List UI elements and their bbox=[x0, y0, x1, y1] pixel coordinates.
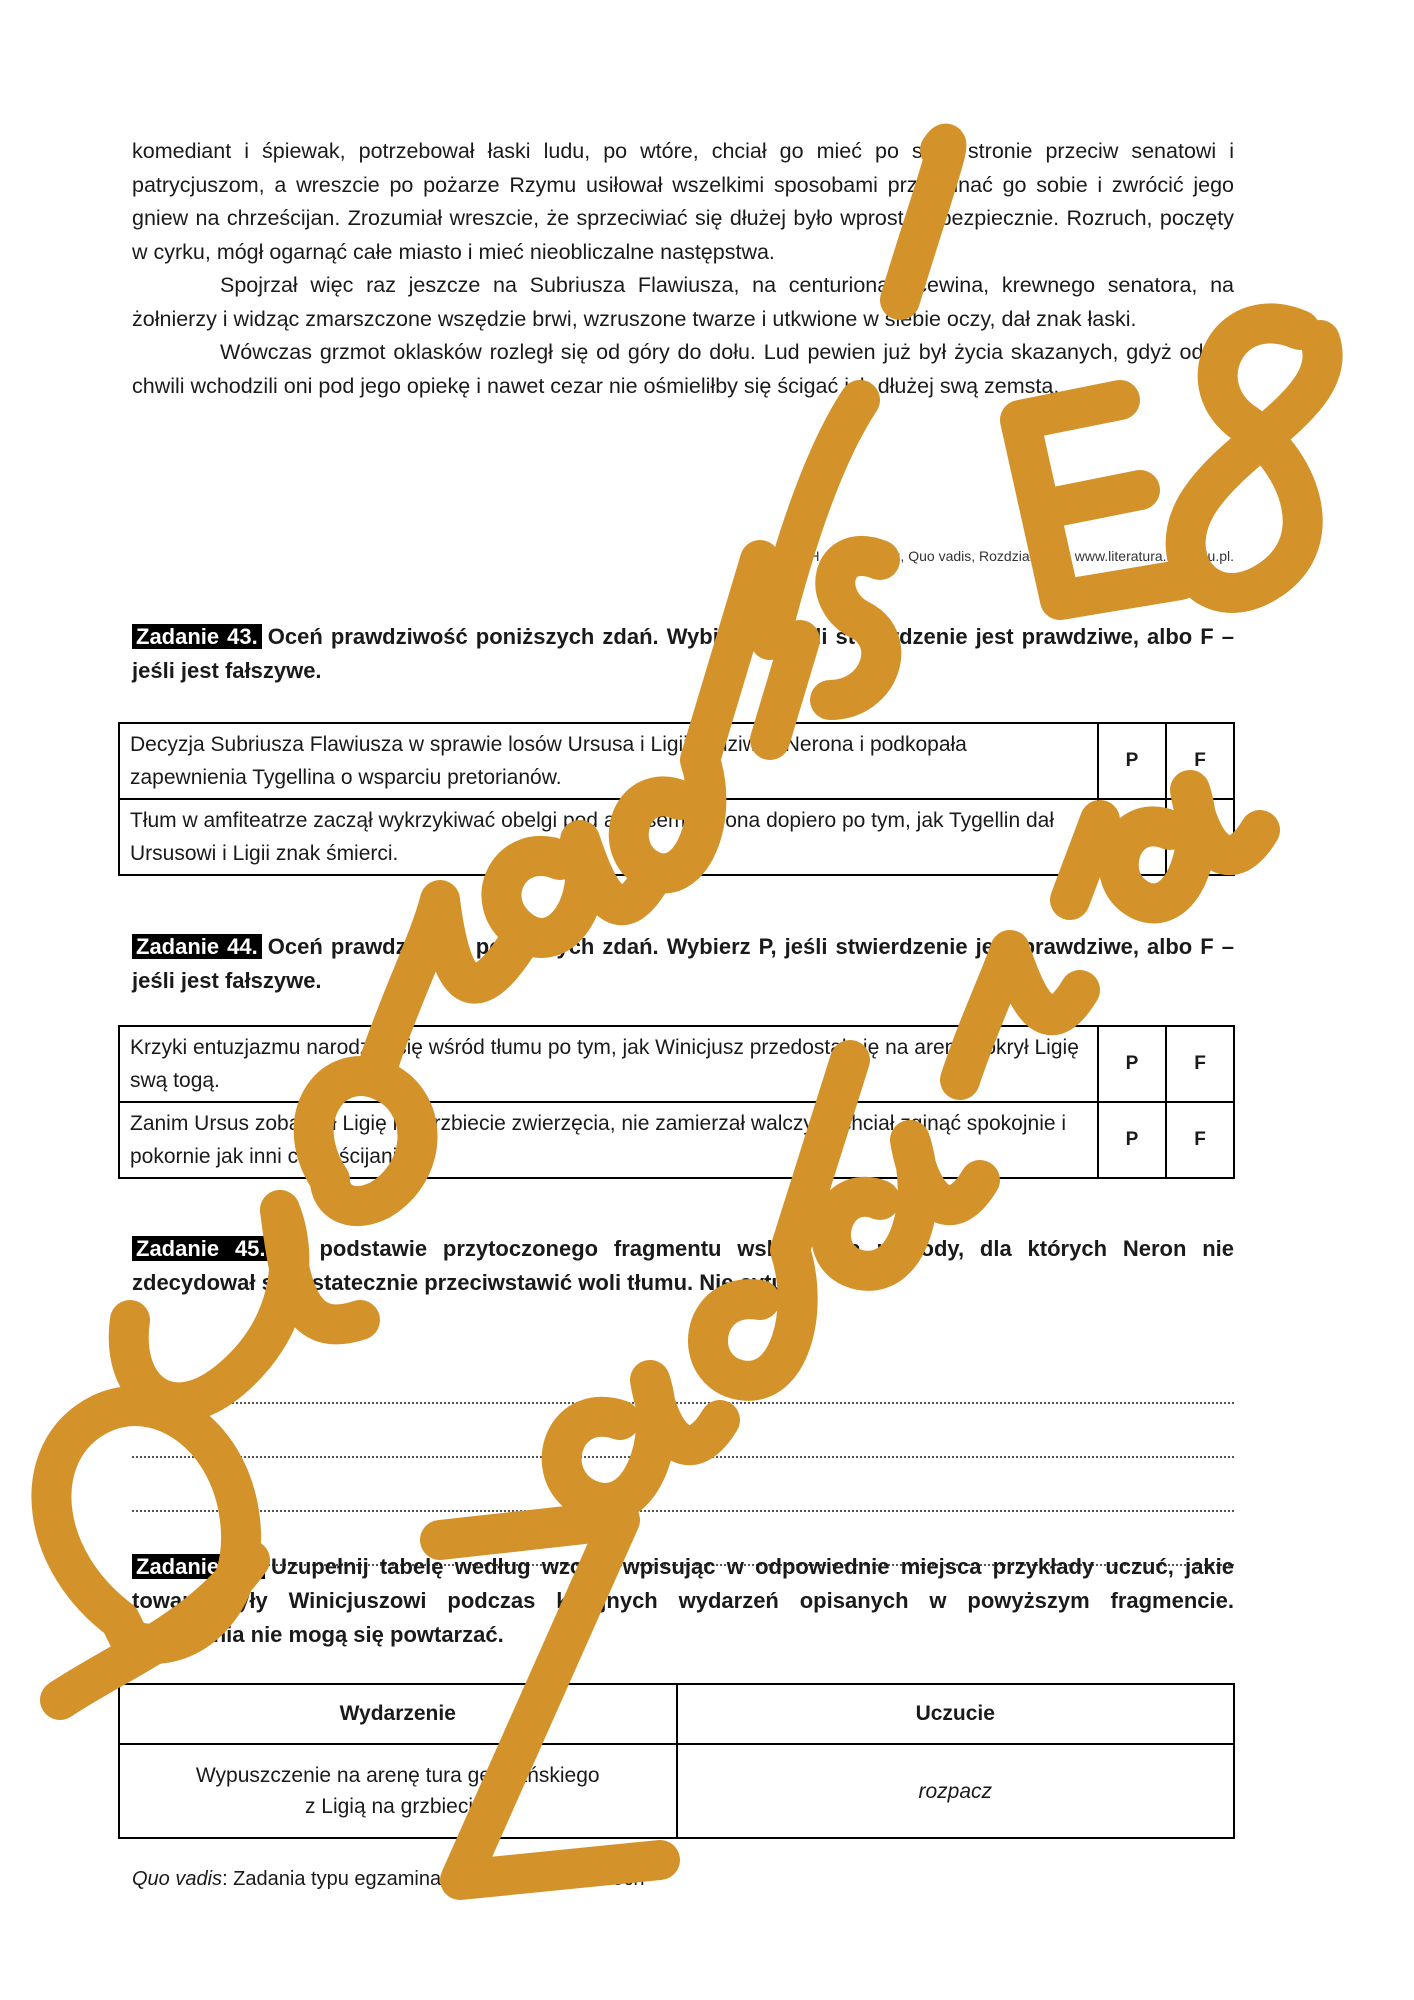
task-43-label: Zadanie 43. bbox=[132, 624, 262, 649]
example-event-text: z Ligią na grzbiecie. bbox=[304, 1795, 491, 1818]
footer-rest: : Zadania typu egzaminacyjnego, Martyna Boch bbox=[222, 1868, 645, 1890]
task-44-table bbox=[118, 1025, 1235, 1179]
example-feeling-cell: rozpacz bbox=[677, 1744, 1235, 1838]
option-f-button[interactable]: F bbox=[1166, 1102, 1234, 1178]
statement-text: Tłum w amfiteatrze zaczął wykrzykiwać obelgi pod adresem Nerona dopiero po tym, jak Tygellin dał Ursusowi i Ligii znak śmierci. bbox=[119, 799, 1098, 875]
task-45-prompt: Na podstawie przytoczonego fragmentu wskaż dwa powody, dla których Neron nie zdecydował się ostatecznie przeciwstawić woli tłumu. Nie cytuj. bbox=[132, 1236, 1234, 1295]
task-46-heading bbox=[132, 1550, 1234, 1652]
passage-paragraph: Wówczas grzmot oklasków rozległ się od góry do dołu. Lud pewien już był życia skazanych, gdyż od tej chwili wchodzili oni pod jego opiekę i nawet cezar nie ośmieliłby się ścigać ich dłużej swą zemstą. bbox=[132, 340, 1234, 398]
table-row bbox=[119, 723, 1234, 799]
passage-text bbox=[132, 135, 1234, 403]
task-46-prompt: Uzupełnij tabelę według wzoru, wpisując w odpowiednie miejsca przykłady uczuć, jakie towarzyszyły Winicjuszowi podczas kolejnych wydarzeń opisanych w powyższym fragmencie. Określenia nie mogą się powtarzać. bbox=[132, 1554, 1234, 1647]
table-row bbox=[119, 1102, 1234, 1178]
option-f-button[interactable]: F bbox=[1166, 1026, 1234, 1102]
option-f-button[interactable]: F bbox=[1166, 723, 1234, 799]
option-p-button[interactable]: P bbox=[1098, 799, 1166, 875]
passage-source: H. Sienkiewicz, Quo vadis, Rozdział LXVI, www.literatura.gov.edu.pl. bbox=[809, 548, 1234, 564]
footer-title: Quo vadis bbox=[132, 1868, 223, 1890]
table-row bbox=[119, 1744, 1234, 1838]
example-event-text: Wypuszczenie na arenę tura germańskiego bbox=[195, 1764, 600, 1787]
option-p-button[interactable]: P bbox=[1098, 1102, 1166, 1178]
statement-text: Zanim Ursus zobaczył Ligię na grzbiecie zwierzęcia, nie zamierzał walczyć i chciał zginąć spokojnie i pokornie jak inni chrześcijanie. bbox=[119, 1102, 1098, 1178]
passage-paragraph: komediant i śpiewak, potrzebował łaski ludu, po wtóre, chciał go mieć po swej stronie przeciw senatowi i patrycjuszom, a wreszcie po pożarze Rzymu usiłował wszelkimi sposobami przejednać go sobie i zwrócić jego gniew na chrześcijan. Zrozumiał wreszcie, że sprzeciwiać się dłużej było wprost niebezpiecznie. Rozruch, poczęty w cyrku, mógł ogarnąć całe miasto i mieć nieobliczalne następstwa. bbox=[132, 139, 1234, 264]
table-row bbox=[119, 1026, 1234, 1102]
task-44-heading bbox=[132, 930, 1234, 998]
column-header-event: Wydarzenie bbox=[119, 1684, 677, 1744]
task-45-label: Zadanie 45. bbox=[132, 1236, 270, 1261]
statement-text: Decyzja Subriusza Flawiusza w sprawie losów Ursusa i Ligii zadziwiła Nerona i podkopała zapewnienia Tygellina o wsparciu pretorianów. bbox=[119, 723, 1098, 799]
answer-line[interactable] bbox=[132, 1350, 1234, 1404]
task-44-label: Zadanie 44. bbox=[132, 934, 262, 959]
task-46-label: Zadanie 46. bbox=[132, 1554, 265, 1579]
column-header-feeling: Uczucie bbox=[677, 1684, 1235, 1744]
task-43-prompt: Oceń prawdziwość poniższych zdań. Wybierz P, jeśli stwierdzenie jest prawdziwe, albo F – jeśli jest fałszywe. bbox=[132, 624, 1234, 683]
task-45-heading bbox=[132, 1232, 1234, 1300]
table-row bbox=[119, 799, 1234, 875]
option-f-button[interactable]: F bbox=[1166, 799, 1234, 875]
answer-line[interactable] bbox=[132, 1404, 1234, 1458]
task-44-prompt: Oceń prawdziwość poniższych zdań. Wybierz P, jeśli stwierdzenie jest prawdziwe, albo F – jeśli jest fałszywe. bbox=[132, 934, 1234, 993]
task-43-heading bbox=[132, 620, 1234, 688]
example-event-cell bbox=[119, 1744, 677, 1838]
task-46-table bbox=[118, 1683, 1235, 1839]
statement-text: Krzyki entuzjazmu narodziły się wśród tłumu po tym, jak Winicjusz przedostał się na arenę i okrył Ligię swą togą. bbox=[119, 1026, 1098, 1102]
footer-credit bbox=[132, 1868, 645, 1891]
passage-paragraph: Spojrzał więc raz jeszcze na Subriusza Flawiusza, na centuriona Scewina, krewnego senatora, na żołnierzy i widząc zmarszczone wszędzie brwi, wzruszone twarze i utkwione w siebie oczy, dał znak łaski. bbox=[132, 273, 1234, 331]
option-p-button[interactable]: P bbox=[1098, 1026, 1166, 1102]
table-header-row bbox=[119, 1684, 1234, 1744]
answer-lines bbox=[132, 1350, 1234, 1566]
option-p-button[interactable]: P bbox=[1098, 723, 1166, 799]
answer-line[interactable] bbox=[132, 1458, 1234, 1512]
task-43-table bbox=[118, 722, 1235, 876]
